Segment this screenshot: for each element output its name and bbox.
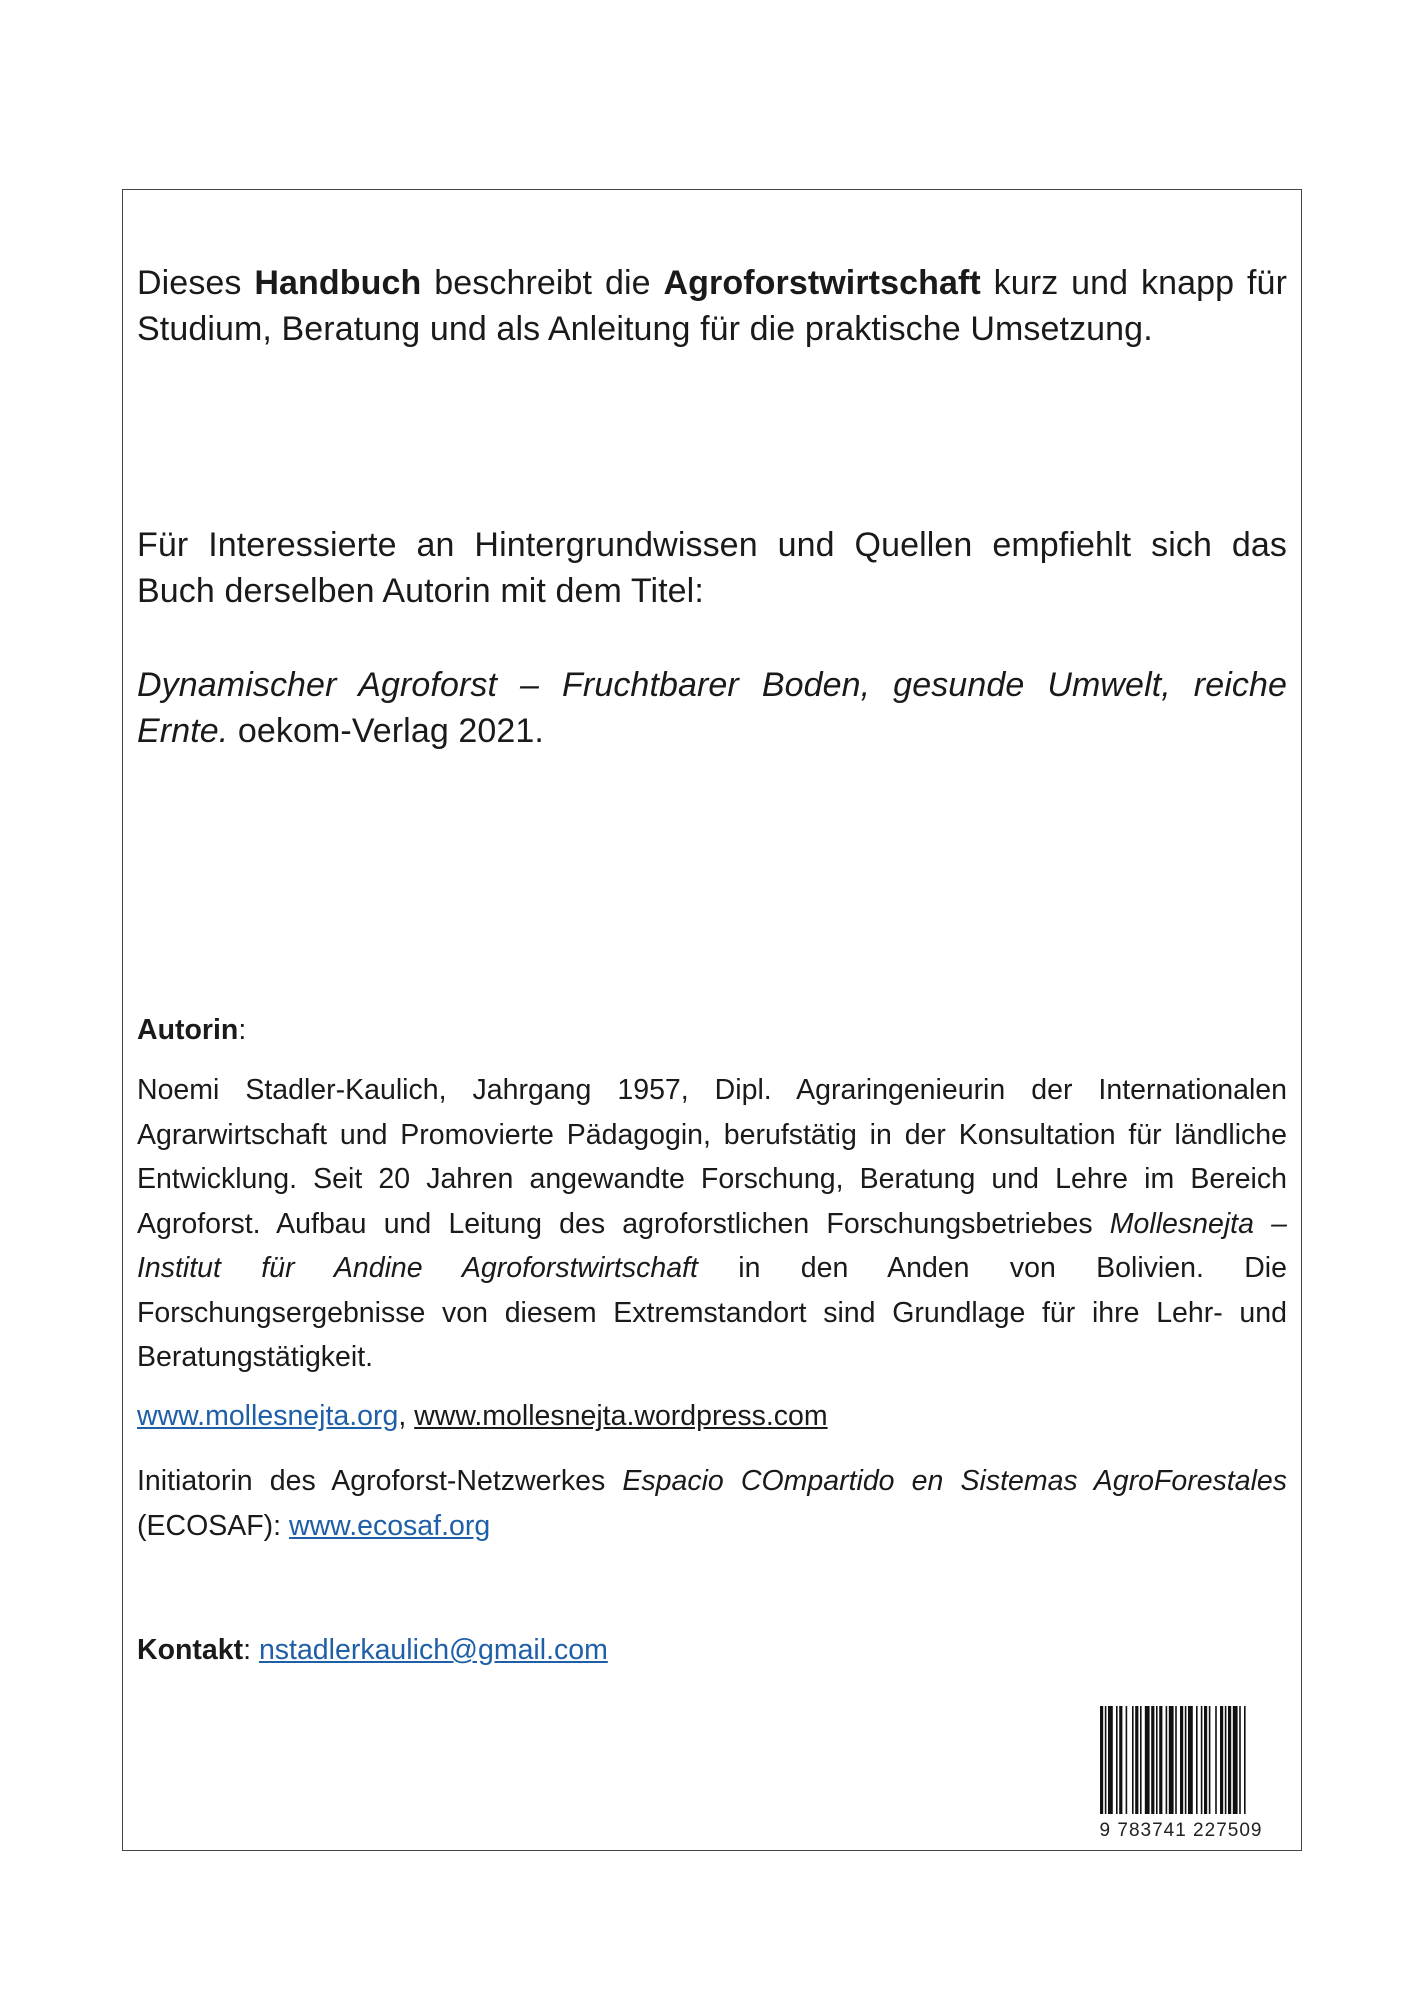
barcode-bar — [1169, 1706, 1174, 1814]
network-name: Espacio COmpartido en Sistemas AgroForestales — [622, 1465, 1287, 1497]
barcode-bar — [1145, 1706, 1150, 1814]
author-bio: Noemi Stadler-Kaulich, Jahrgang 1957, Dipl. Agraringenieurin der Internationalen Agrarwirtschaft und Promovierte Pädagogin, berufstätig in der Konsultation für ländliche Entwicklung. Seit 20 Jahren angewandte Forschung, Beratung und Lehre im Bereich Agroforst. Aufbau und Leitung des agroforstlichen Forschungsbetriebes Mollesnejta – Institut für Andine Agroforstwirtschaft in den Anden von Bolivien. Die Forschungsergebnisse von diesem Extremstandort sind Grundlage für ihre Lehr- und Beratungstätigkeit. — [137, 1074, 1287, 1373]
barcode-bar — [1108, 1706, 1113, 1814]
institute-name: Mollesnejta – Institut für Andine Agroforstwirtschaft — [137, 1207, 1287, 1284]
barcode-bar — [1151, 1706, 1154, 1814]
handbuch-bold: Handbuch — [254, 264, 422, 302]
barcode-bar — [1116, 1706, 1118, 1814]
barcode-bar — [1126, 1706, 1128, 1814]
barcode-bar — [1156, 1706, 1158, 1814]
barcode-bar — [1166, 1706, 1168, 1814]
barcode-bar — [1239, 1706, 1241, 1814]
barcode-bar — [1185, 1706, 1187, 1814]
barcode-bar — [1159, 1706, 1162, 1814]
barcode-bar — [1220, 1706, 1223, 1814]
book-publisher: oekom-Verlag 2021. — [228, 712, 544, 750]
network-paragraph: Initiatorin des Agroforst-Netzwerkes Espacio COmpartido en Sistemas AgroForestales (ECOSAF): www.ecosaf.org — [137, 1465, 1287, 1542]
book-title: Dynamischer Agroforst – Fruchtbarer Boden, gesunde Umwelt, reiche Ernte. — [137, 666, 1287, 750]
barcode-bar — [1188, 1706, 1193, 1814]
barcode-bar — [1135, 1706, 1138, 1814]
author-heading: Autorin: — [137, 1014, 247, 1046]
agroforstwirtschaft-bold: Agroforstwirtschaft — [663, 264, 981, 302]
barcode-bar — [1105, 1706, 1107, 1814]
barcode-bar — [1215, 1706, 1217, 1814]
contact-email-link[interactable]: nstadlerkaulich@gmail.com — [258, 1634, 608, 1666]
barcode-bar — [1225, 1706, 1227, 1814]
book-reference — [137, 662, 1287, 754]
mollesnejta-wordpress-link[interactable]: www.mollesnejta.wordpress.com — [414, 1400, 828, 1432]
barcode-bar — [1100, 1706, 1103, 1814]
isbn-barcode — [1086, 1702, 1276, 1842]
barcode-bar — [1119, 1706, 1122, 1814]
barcode-bar — [1175, 1706, 1177, 1814]
barcode-bar — [1244, 1706, 1246, 1814]
ecosaf-link[interactable]: www.ecosaf.org — [289, 1509, 491, 1542]
barcode-bar — [1209, 1706, 1211, 1814]
barcode-bar — [1140, 1706, 1142, 1814]
barcode-bar — [1132, 1706, 1134, 1814]
mollesnejta-org-link[interactable]: www.mollesnejta.org — [137, 1400, 399, 1432]
barcode-bar — [1201, 1706, 1203, 1814]
barcode-bar — [1233, 1706, 1238, 1814]
website-links: www.mollesnejta.org, www.mollesnejta.wordpress.com — [137, 1400, 828, 1432]
barcode-bar — [1204, 1706, 1207, 1814]
recommendation-paragraph: Für Interessierte an Hintergrundwissen und Quellen empfiehlt sich das Buch derselben Autorin mit dem Titel: — [137, 526, 1287, 610]
barcode-digits: 9 783741 227509 — [1099, 1820, 1263, 1841]
barcode-bar — [1180, 1706, 1183, 1814]
barcode-bar — [1228, 1706, 1231, 1814]
barcode-bar — [1196, 1706, 1198, 1814]
intro-paragraph: Dieses Handbuch beschreibt die Agroforstwirtschaft kurz und knapp für Studium, Beratung und als Anleitung für die praktische Umsetzung. — [137, 264, 1287, 348]
contact-line: Kontakt: nstadlerkaulich@gmail.com — [137, 1634, 608, 1666]
